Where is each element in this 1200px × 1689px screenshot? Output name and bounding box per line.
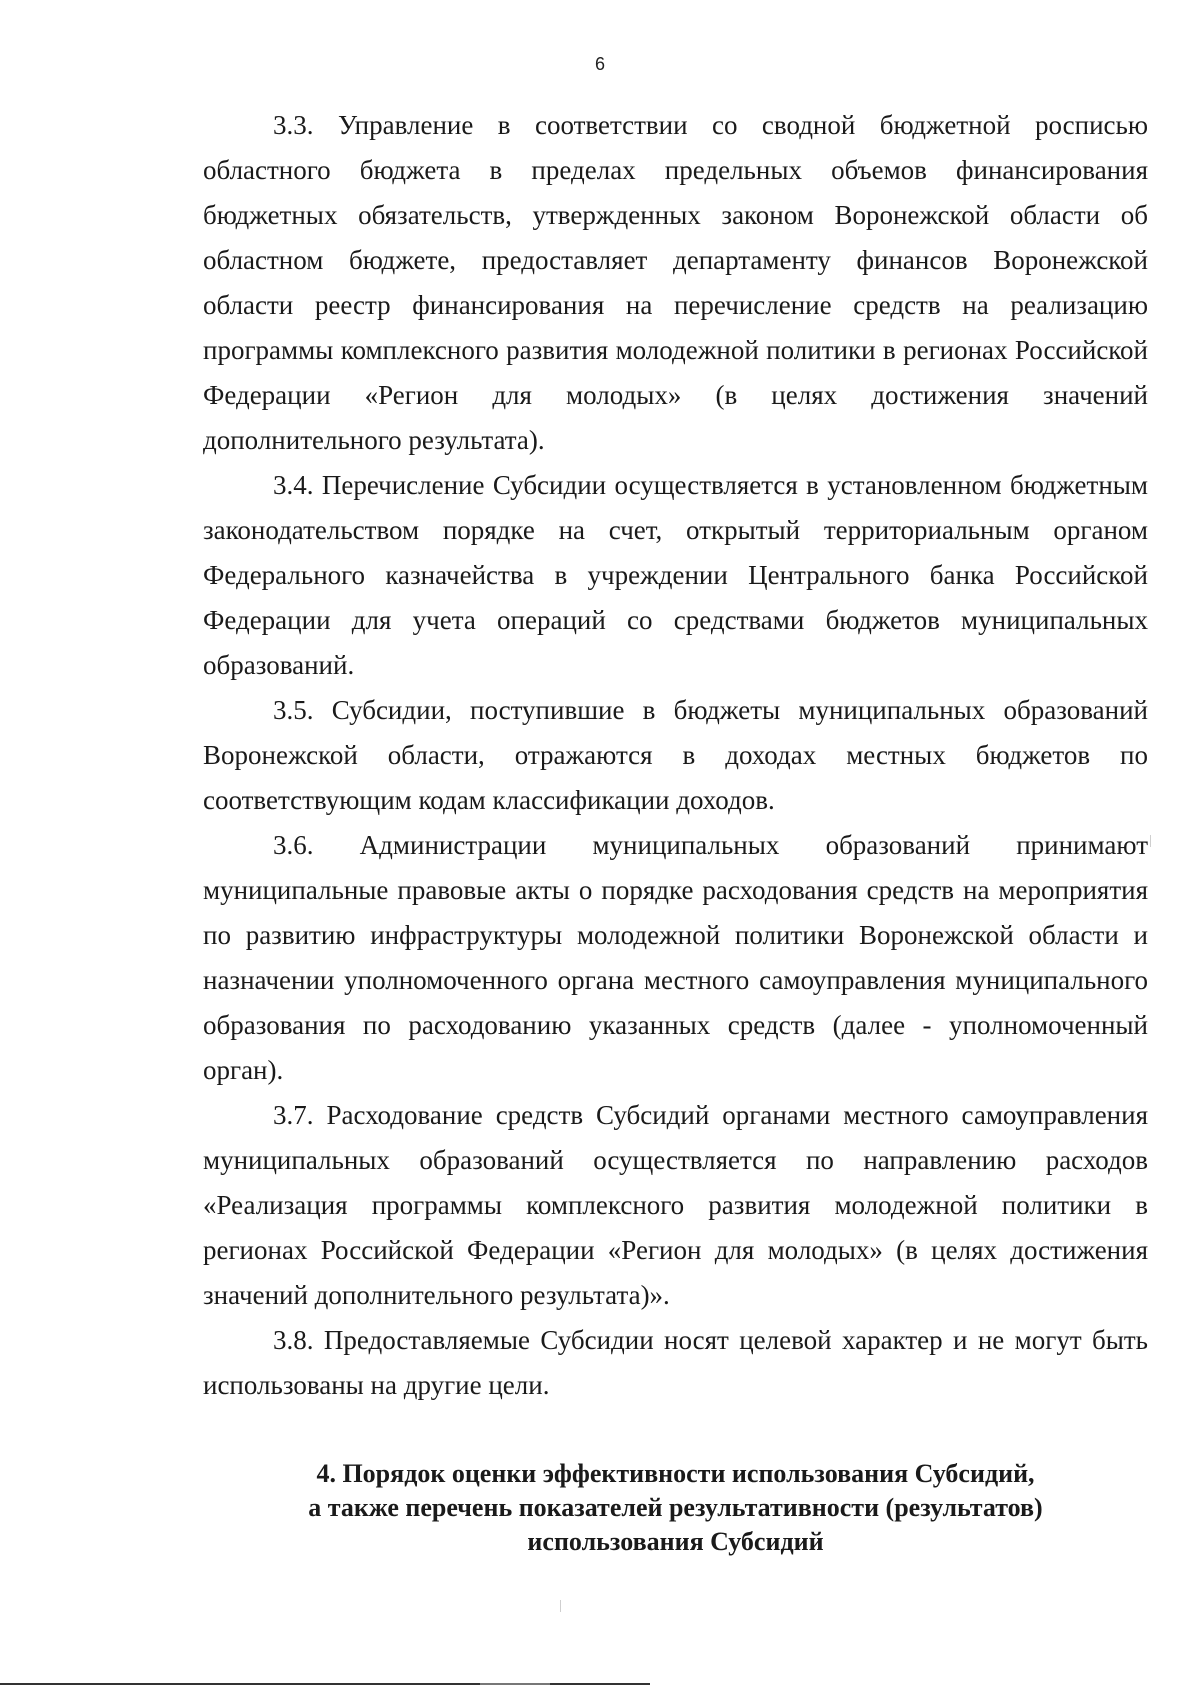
paragraph-3-4: 3.4. Перечисление Субсидии осуществляется в установленном бюджетным законодательством порядке на счет, открытый территориальным органом Федерального казначейства в учреждении Центрального банка Российской Федерации для учета операций со средствами бюджетов муниципальных образований.	[203, 470, 1148, 680]
scan-speck	[560, 1600, 561, 1612]
scan-edge-line	[0, 1683, 650, 1685]
paragraph-3-8: 3.8. Предоставляемые Субсидии носят целевой характер и не могут быть использованы на другие цели.	[203, 1325, 1148, 1400]
paragraph-3-3: 3.3. Управление в соответствии со сводной бюджетной росписью областного бюджета в пределах предельных объемов финансирования бюджетных обязательств, утвержденных законом Воронежской области об областном бюджете, предоставляет департаменту финансов Воронежской области реестр финансирования на перечисление средств на реализацию программы комплексного развития молодежной политики в регионах Российской Федерации «Регион для молодых» (в целях достижения значений дополнительного результата).	[203, 110, 1148, 455]
scan-edge-mark	[480, 1683, 550, 1685]
document-body	[203, 103, 1148, 1408]
section-4-heading	[203, 1457, 1148, 1559]
paragraph-3-5: 3.5. Субсидии, поступившие в бюджеты муниципальных образований Воронежской области, отражаются в доходах местных бюджетов по соответствующим кодам классификации доходов.	[203, 695, 1148, 815]
section-heading-line-1: 4. Порядок оценки эффективности использования Субсидий,	[316, 1459, 1035, 1488]
page-number: 6	[594, 54, 605, 74]
section-heading-line-2: а также перечень показателей результативности (результатов)	[308, 1493, 1043, 1522]
scan-speck	[1150, 835, 1151, 847]
paragraph-3-6: 3.6. Администрации муниципальных образований принимают муниципальные правовые акты о порядке расходования средств на мероприятия по развитию инфраструктуры молодежной политики Воронежской области и назначении уполномоченного органа местного самоуправления муниципального образования по расходованию указанных средств (далее - уполномоченный орган).	[203, 830, 1148, 1085]
paragraph-3-7: 3.7. Расходование средств Субсидий органами местного самоуправления муниципальных образований осуществляется по направлению расходов «Реализация программы комплексного развития молодежной политики в регионах Российской Федерации «Регион для молодых» (в целях достижения значений дополнительного результата)».	[203, 1100, 1148, 1310]
section-heading-line-3: использования Субсидий	[527, 1527, 824, 1556]
